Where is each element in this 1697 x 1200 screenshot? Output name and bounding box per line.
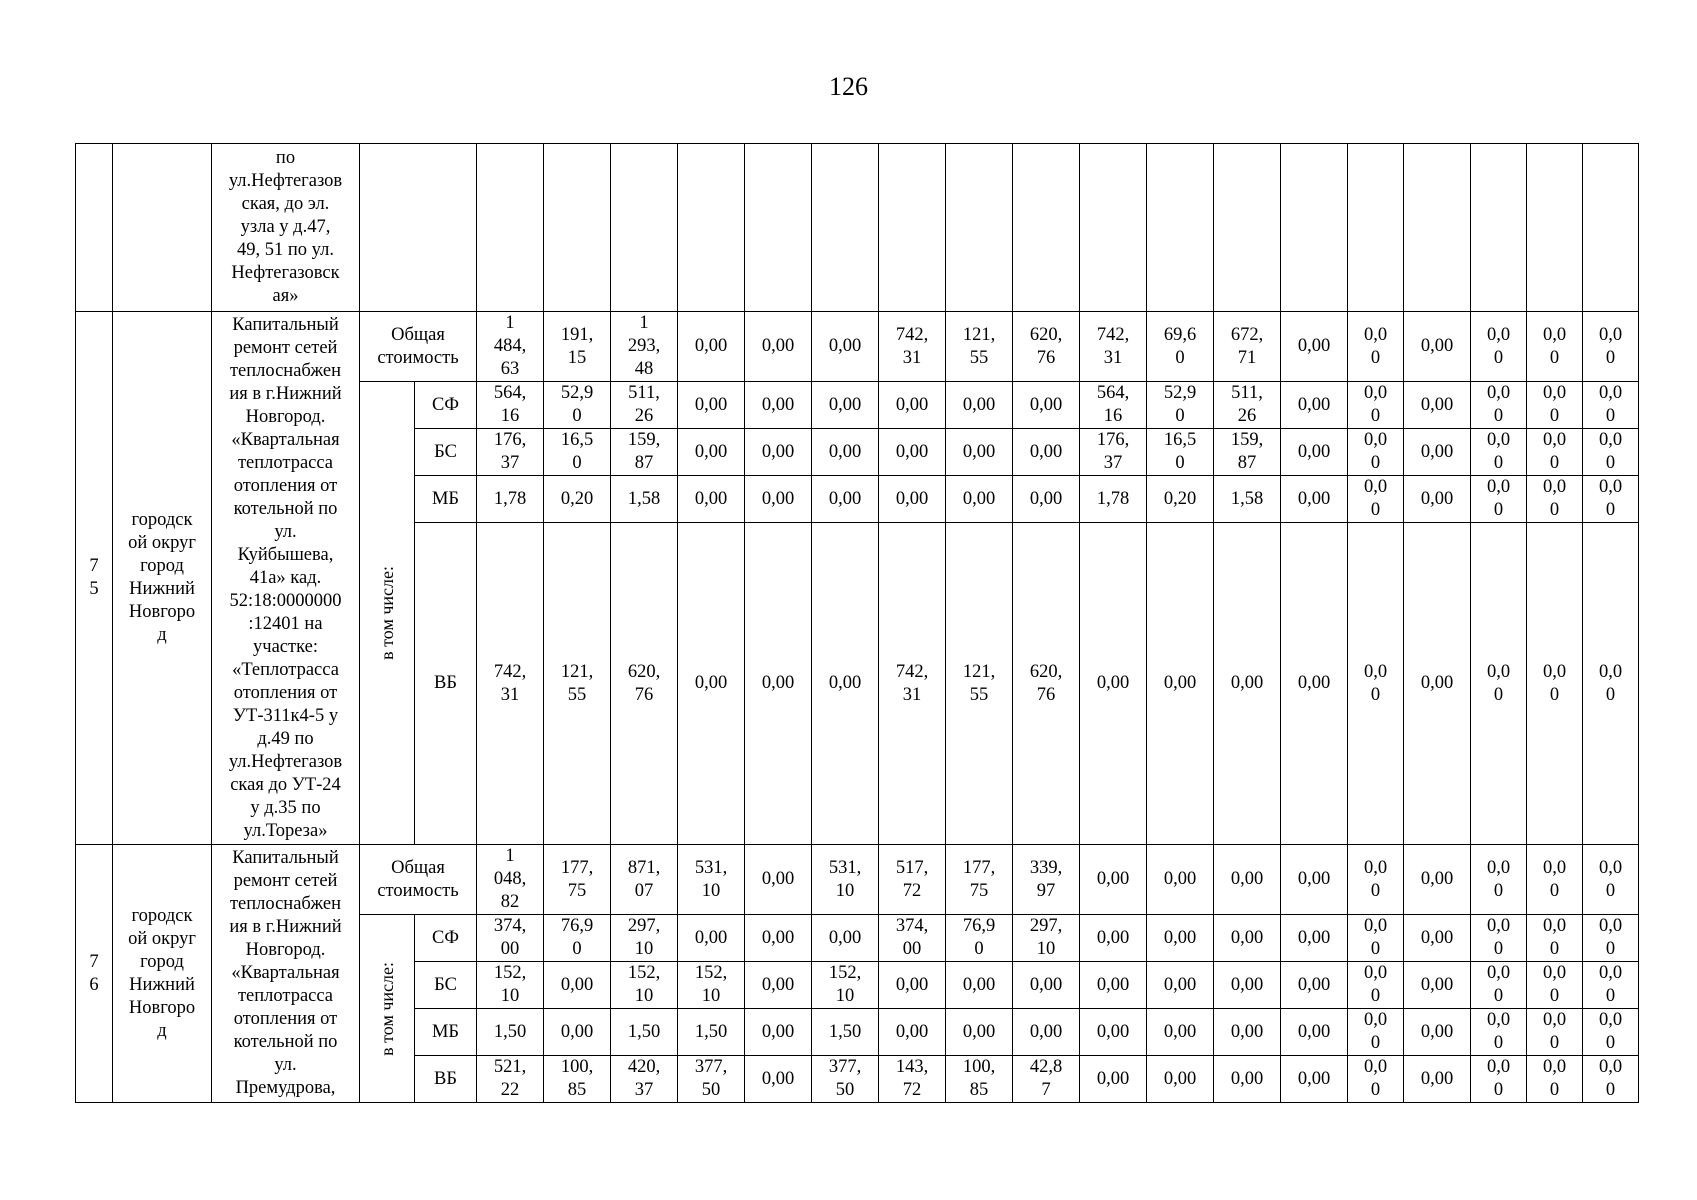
total-value: 0,00 [1404,312,1471,382]
value-cell [1404,144,1471,312]
funding-value: 0,00 [1404,1009,1471,1056]
funding-value: 0,0 0 [1348,523,1404,845]
funding-value: 0,00 [745,382,812,429]
funding-value: 0,0 0 [1583,382,1639,429]
funding-value: 152, 10 [477,962,544,1009]
funding-value: 76,9 0 [544,915,611,962]
funding-value: 0,00 [812,915,879,962]
funding-value: 0,00 [1080,915,1147,962]
value-cell [477,144,544,312]
total-value: 0,0 0 [1471,845,1527,915]
total-value: 1 484, 63 [477,312,544,382]
total-value: 191, 15 [544,312,611,382]
funding-value: 0,0 0 [1348,1009,1404,1056]
project-description: Капитальный ремонт сетей теплоснабжен ия в г.Нижний Новгород. «Квартальная теплотрасса отопления от котельной по ул. Премудрова, [212,845,360,1103]
funding-value: 0,00 [946,429,1013,476]
funding-value: 0,00 [745,523,812,845]
funding-value: 0,00 [1214,962,1281,1009]
total-value: 339, 97 [1013,845,1080,915]
value-cell [611,144,678,312]
row-number: 7 6 [76,845,113,1103]
funding-value: 0,0 0 [1583,523,1639,845]
funding-value: 0,20 [1147,476,1214,523]
district-name: городск ой округ город Нижний Новгоро д [113,845,212,1103]
funding-value: 420, 37 [611,1056,678,1103]
total-value: 1 293, 48 [611,312,678,382]
funding-value: 176, 37 [477,429,544,476]
funding-value: 0,0 0 [1471,915,1527,962]
funding-source-label: СФ [415,915,477,962]
total-value: 121, 55 [946,312,1013,382]
funding-value: 0,00 [745,962,812,1009]
funding-source-label: ВБ [415,523,477,845]
funding-value: 0,20 [544,476,611,523]
including-label-cell [360,915,415,1103]
funding-source-label: БС [415,429,477,476]
funding-value: 0,00 [946,476,1013,523]
value-cell [1527,144,1583,312]
funding-value: 0,00 [946,1009,1013,1056]
funding-value: 1,50 [678,1009,745,1056]
funding-value: 1,78 [477,476,544,523]
district-cell [113,144,212,312]
total-value: 0,00 [1080,845,1147,915]
funding-value: 0,00 [879,429,946,476]
including-label: в том числе: [376,961,397,1056]
budget-table [75,143,1639,1103]
table-row [76,144,1639,312]
funding-value: 0,00 [1147,1056,1214,1103]
funding-value: 0,00 [1404,429,1471,476]
funding-source-label: МБ [415,1009,477,1056]
total-value: 0,00 [745,845,812,915]
value-cell [946,144,1013,312]
funding-value: 1,50 [812,1009,879,1056]
funding-value: 0,00 [678,429,745,476]
funding-value: 0,00 [812,476,879,523]
funding-value: 0,0 0 [1527,962,1583,1009]
value-cell [1583,144,1639,312]
funding-value: 0,0 0 [1471,1056,1527,1103]
funding-value: 0,00 [1281,1009,1348,1056]
total-value: 871, 07 [611,845,678,915]
funding-value: 0,00 [1013,962,1080,1009]
funding-value: 0,0 0 [1583,1009,1639,1056]
total-value: 0,00 [1281,845,1348,915]
value-cell [1080,144,1147,312]
funding-value: 42,8 7 [1013,1056,1080,1103]
funding-value: 0,00 [1080,962,1147,1009]
total-cost-label: Общая стоимость [360,312,477,382]
funding-value: 0,00 [1080,1009,1147,1056]
funding-value: 377, 50 [812,1056,879,1103]
funding-value: 511, 26 [1214,382,1281,429]
funding-value: 0,0 0 [1527,523,1583,845]
funding-value: 0,00 [946,962,1013,1009]
funding-value: 159, 87 [1214,429,1281,476]
total-value: 0,00 [812,312,879,382]
total-value: 0,00 [678,312,745,382]
total-value: 177, 75 [544,845,611,915]
funding-value: 0,00 [1281,962,1348,1009]
project-description: Капитальный ремонт сетей теплоснабжен ия в г.Нижний Новгород. «Квартальная теплотрасса отопления от котельной по ул. Куйбышева, 41а» кад. 52:18:0000000 :12401 на участке: «Теплотрасса отопления от УТ-311к4-5 у д.49 по ул.Нефтегазов ская до УТ-24 у д.35 по ул.Тореза» [212,312,360,845]
funding-value: 0,00 [1013,429,1080,476]
total-value: 0,00 [745,312,812,382]
funding-value: 0,00 [1281,915,1348,962]
funding-value: 0,00 [1404,1056,1471,1103]
total-value: 517, 72 [879,845,946,915]
funding-value: 121, 55 [544,523,611,845]
funding-value: 159, 87 [611,429,678,476]
funding-value: 0,00 [812,523,879,845]
funding-value: 0,00 [1281,429,1348,476]
funding-value: 16,5 0 [544,429,611,476]
funding-value: 0,00 [1013,1009,1080,1056]
funding-value: 0,00 [1281,523,1348,845]
funding-value: 0,00 [1147,962,1214,1009]
funding-value: 52,9 0 [1147,382,1214,429]
funding-source-label: БС [415,962,477,1009]
funding-value: 0,00 [1214,1009,1281,1056]
funding-value: 0,00 [745,476,812,523]
funding-value: 0,00 [544,962,611,1009]
funding-value: 0,00 [879,476,946,523]
funding-value: 0,00 [1147,523,1214,845]
funding-value: 0,0 0 [1471,429,1527,476]
funding-value: 0,00 [1080,523,1147,845]
total-value: 672, 71 [1214,312,1281,382]
funding-value: 0,00 [1013,382,1080,429]
project-description: по ул.Нефтегазов ская, до эл. узла у д.47, 49, 51 по ул. Нефтегазовск ая» [212,144,360,312]
funding-value: 0,00 [1147,1009,1214,1056]
total-value: 0,0 0 [1527,845,1583,915]
funding-value: 1,50 [611,1009,678,1056]
value-cell [812,144,879,312]
funding-value: 0,0 0 [1348,429,1404,476]
funding-value: 377, 50 [678,1056,745,1103]
total-value: 0,0 0 [1583,845,1639,915]
funding-value: 0,0 0 [1348,382,1404,429]
funding-value: 0,00 [1214,523,1281,845]
total-value: 0,0 0 [1348,312,1404,382]
funding-value: 0,0 0 [1471,476,1527,523]
total-value: 0,00 [1404,845,1471,915]
funding-source-label: МБ [415,476,477,523]
table-row [76,845,1639,915]
funding-value: 0,0 0 [1527,429,1583,476]
funding-value: 0,00 [1214,915,1281,962]
funding-value: 0,00 [1404,915,1471,962]
total-value: 0,0 0 [1583,312,1639,382]
total-value: 177, 75 [946,845,1013,915]
funding-value: 297, 10 [1013,915,1080,962]
funding-value: 0,00 [678,382,745,429]
total-value: 0,0 0 [1471,312,1527,382]
value-cell [544,144,611,312]
funding-value: 0,00 [1281,1056,1348,1103]
funding-source-label: СФ [415,382,477,429]
funding-value: 0,00 [879,962,946,1009]
funding-value: 16,5 0 [1147,429,1214,476]
funding-value: 100, 85 [946,1056,1013,1103]
funding-value: 0,00 [879,1009,946,1056]
funding-value: 742, 31 [879,523,946,845]
total-value: 69,6 0 [1147,312,1214,382]
funding-value: 0,0 0 [1471,382,1527,429]
total-value: 620, 76 [1013,312,1080,382]
funding-value: 152, 10 [678,962,745,1009]
funding-value: 1,58 [611,476,678,523]
value-cell [1013,144,1080,312]
funding-value: 0,0 0 [1527,1009,1583,1056]
funding-value: 0,0 0 [1527,1056,1583,1103]
funding-value: 0,00 [1214,1056,1281,1103]
funding-value: 121, 55 [946,523,1013,845]
funding-value: 0,00 [678,523,745,845]
funding-value: 0,0 0 [1583,429,1639,476]
funding-value: 0,00 [1404,382,1471,429]
funding-value: 1,78 [1080,476,1147,523]
funding-value: 0,0 0 [1527,476,1583,523]
value-cell [745,144,812,312]
total-value: 0,00 [1147,845,1214,915]
funding-value: 0,00 [678,915,745,962]
funding-value: 0,0 0 [1583,962,1639,1009]
funding-value: 0,00 [812,382,879,429]
funding-value: 0,00 [745,1056,812,1103]
funding-value: 0,0 0 [1583,476,1639,523]
funding-value: 0,0 0 [1471,1009,1527,1056]
funding-value: 1,50 [477,1009,544,1056]
funding-value: 52,9 0 [544,382,611,429]
funding-value: 0,00 [1281,382,1348,429]
funding-value: 0,0 0 [1348,915,1404,962]
funding-value: 0,00 [1080,1056,1147,1103]
value-cell [1281,144,1348,312]
value-cell [1348,144,1404,312]
funding-value: 152, 10 [611,962,678,1009]
cost-label-cell [360,144,477,312]
funding-value: 0,0 0 [1583,1056,1639,1103]
funding-value: 511, 26 [611,382,678,429]
value-cell [678,144,745,312]
total-value: 742, 31 [1080,312,1147,382]
funding-value: 0,00 [812,429,879,476]
funding-source-label: ВБ [415,1056,477,1103]
funding-value: 0,0 0 [1348,476,1404,523]
funding-value: 0,00 [1404,476,1471,523]
funding-value: 0,0 0 [1348,1056,1404,1103]
funding-value: 0,00 [678,476,745,523]
funding-value: 0,00 [1404,962,1471,1009]
funding-value: 0,00 [544,1009,611,1056]
funding-value: 0,0 0 [1471,523,1527,845]
funding-value: 0,00 [1147,915,1214,962]
district-name: городск ой округ город Нижний Новгоро д [113,312,212,845]
total-value: 0,00 [1281,312,1348,382]
funding-value: 0,00 [1404,523,1471,845]
funding-value: 0,0 0 [1583,915,1639,962]
funding-value: 1,58 [1214,476,1281,523]
row-number: 7 5 [76,312,113,845]
total-value: 0,0 0 [1348,845,1404,915]
row-number-cell [76,144,113,312]
funding-value: 374, 00 [879,915,946,962]
funding-value: 176, 37 [1080,429,1147,476]
funding-value: 0,00 [745,915,812,962]
funding-value: 620, 76 [1013,523,1080,845]
funding-value: 0,0 0 [1471,962,1527,1009]
value-cell [879,144,946,312]
including-label: в том числе: [376,566,397,660]
funding-value: 0,0 0 [1348,962,1404,1009]
total-value: 1 048, 82 [477,845,544,915]
value-cell [1214,144,1281,312]
funding-value: 374, 00 [477,915,544,962]
total-value: 742, 31 [879,312,946,382]
funding-value: 0,00 [1281,476,1348,523]
funding-value: 152, 10 [812,962,879,1009]
total-cost-label: Общая стоимость [360,845,477,915]
funding-value: 521, 22 [477,1056,544,1103]
funding-value: 0,0 0 [1527,915,1583,962]
funding-value: 742, 31 [477,523,544,845]
funding-value: 297, 10 [611,915,678,962]
value-cell [1147,144,1214,312]
funding-value: 0,00 [745,429,812,476]
total-value: 531, 10 [678,845,745,915]
total-value: 531, 10 [812,845,879,915]
funding-value: 100, 85 [544,1056,611,1103]
value-cell [1471,144,1527,312]
page-number: 126 [829,72,868,101]
funding-value: 0,00 [879,382,946,429]
total-value: 0,0 0 [1527,312,1583,382]
funding-value: 76,9 0 [946,915,1013,962]
total-value: 0,00 [1214,845,1281,915]
table-row [76,312,1639,382]
funding-value: 0,00 [745,1009,812,1056]
funding-value: 620, 76 [611,523,678,845]
funding-value: 143, 72 [879,1056,946,1103]
funding-value: 564, 16 [1080,382,1147,429]
funding-value: 564, 16 [477,382,544,429]
funding-value: 0,00 [1013,476,1080,523]
including-label-cell [360,382,415,845]
funding-value: 0,00 [946,382,1013,429]
funding-value: 0,0 0 [1527,382,1583,429]
